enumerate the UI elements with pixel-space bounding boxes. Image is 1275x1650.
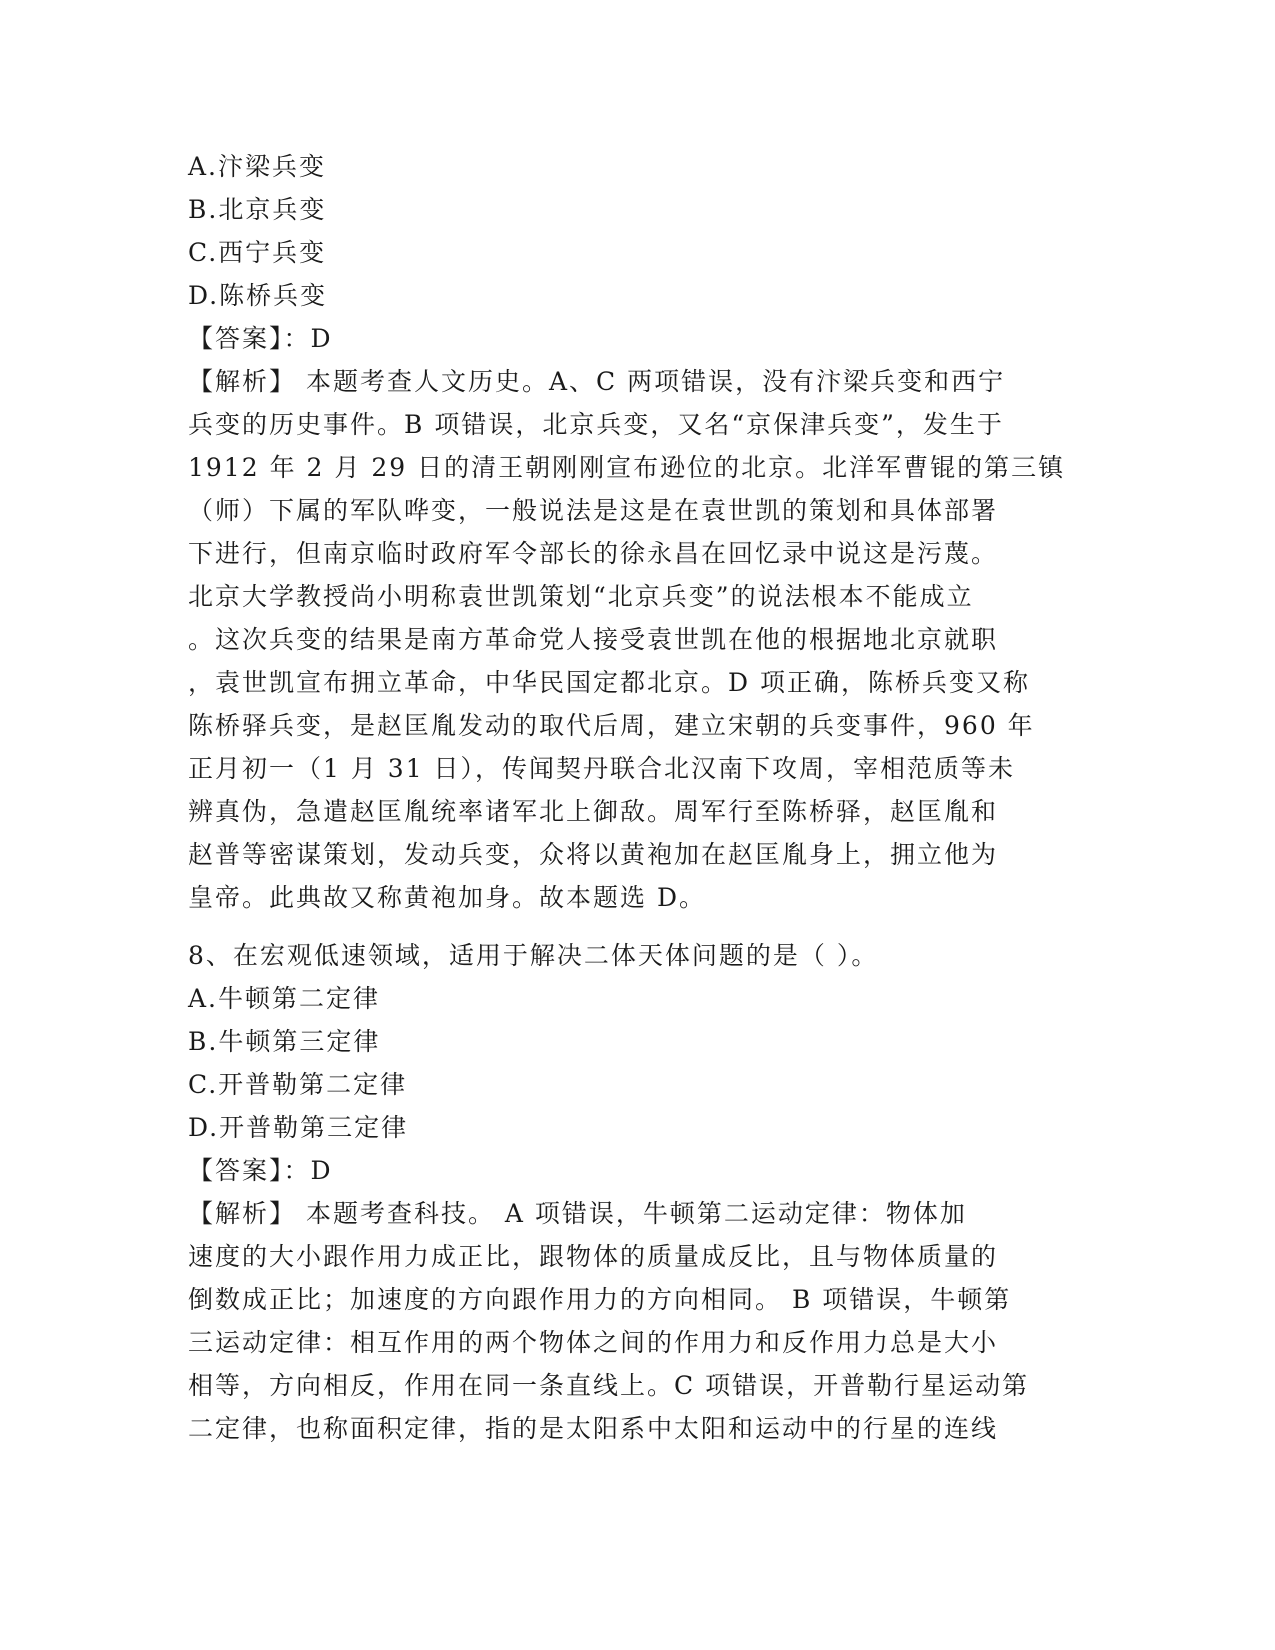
- q7-analysis-line: 赵普等密谋策划，发动兵变，众将以黄袍加在赵匡胤身上，拥立他为: [188, 840, 999, 869]
- q8-analysis-line: 相等，方向相反，作用在同一条直线上。C 项错误，开普勒行星运动第: [188, 1371, 1030, 1400]
- q8-analysis-line: 倒数成正比；加速度的方向跟作用力的方向相同。 B 项错误，牛顿第: [188, 1285, 1012, 1314]
- document-page: [188, 145, 1088, 1450]
- q7-option-a: A.汴梁兵变: [188, 152, 327, 181]
- q8-option-d: D.开普勒第三定律: [188, 1113, 409, 1142]
- q8-analysis-line: 速度的大小跟作用力成正比，跟物体的质量成反比，且与物体质量的: [188, 1242, 999, 1271]
- q8-analysis-line: 【解析】 本题考查科技。 A 项错误，牛顿第二运动定律：物体加: [188, 1199, 967, 1228]
- q7-analysis-line: 辨真伪，急遣赵匡胤统率诸军北上御敌。周军行至陈桥驿，赵匡胤和: [188, 797, 999, 826]
- q7-answer: 【答案】：D: [188, 324, 333, 353]
- q8-analysis-line: 三运动定律：相互作用的两个物体之间的作用力和反作用力总是大小: [188, 1328, 999, 1357]
- q7-analysis-line: 兵变的历史事件。B 项错误，北京兵变，又名“京保津兵变”，发生于: [188, 410, 1004, 439]
- q8-question: 8、在宏观低速领域，适用于解决二体天体问题的是（ ）。: [188, 941, 879, 970]
- q7-analysis-line: ，袁世凯宣布拥立革命，中华民国定都北京。D 项正确，陈桥兵变又称: [188, 668, 1030, 697]
- q7-analysis-line: 北京大学教授尚小明称袁世凯策划“北京兵变”的说法根本不能成立: [188, 582, 974, 611]
- q8-option-b: B.牛顿第三定律: [188, 1027, 381, 1056]
- q7-analysis-line: （师）下属的军队哗变，一般说法是这是在袁世凯的策划和具体部署: [188, 496, 999, 525]
- q7-analysis-line: 皇帝。此典故又称黄袍加身。故本题选 D。: [188, 883, 706, 912]
- q8-analysis: [188, 1192, 1088, 1450]
- q7-analysis-line: 陈桥驿兵变，是赵匡胤发动的取代后周，建立宋朝的兵变事件，960 年: [188, 711, 1035, 740]
- q7-analysis-line: 下进行，但南京临时政府军令部长的徐永昌在回忆录中说这是污蔑。: [188, 539, 999, 568]
- section-gap: [188, 919, 1088, 934]
- q7-option-b: B.北京兵变: [188, 195, 327, 224]
- q8-analysis-line: 二定律，也称面积定律，指的是太阳系中太阳和运动中的行星的连线: [188, 1414, 999, 1443]
- q7-analysis-line: 正月初一（1 月 31 日），传闻契丹联合北汉南下攻周，宰相范质等未: [188, 754, 1016, 783]
- q8-answer: 【答案】：D: [188, 1156, 333, 1185]
- q8-option-a: A.牛顿第二定律: [188, 984, 381, 1013]
- q7-analysis: [188, 360, 1088, 919]
- q7-option-d: D.陈桥兵变: [188, 281, 328, 310]
- q7-analysis-line: 。这次兵变的结果是南方革命党人接受袁世凯在他的根据地北京就职: [188, 625, 999, 654]
- q7-analysis-line: 1912 年 2 月 29 日的清王朝刚刚宣布逊位的北京。北洋军曹锟的第三镇: [188, 453, 1066, 482]
- q7-analysis-line: 【解析】 本题考查人文历史。A、C 两项错误，没有汴梁兵变和西宁: [188, 367, 1006, 396]
- q7-option-c: C.西宁兵变: [188, 238, 327, 267]
- q8-option-c: C.开普勒第二定律: [188, 1070, 408, 1099]
